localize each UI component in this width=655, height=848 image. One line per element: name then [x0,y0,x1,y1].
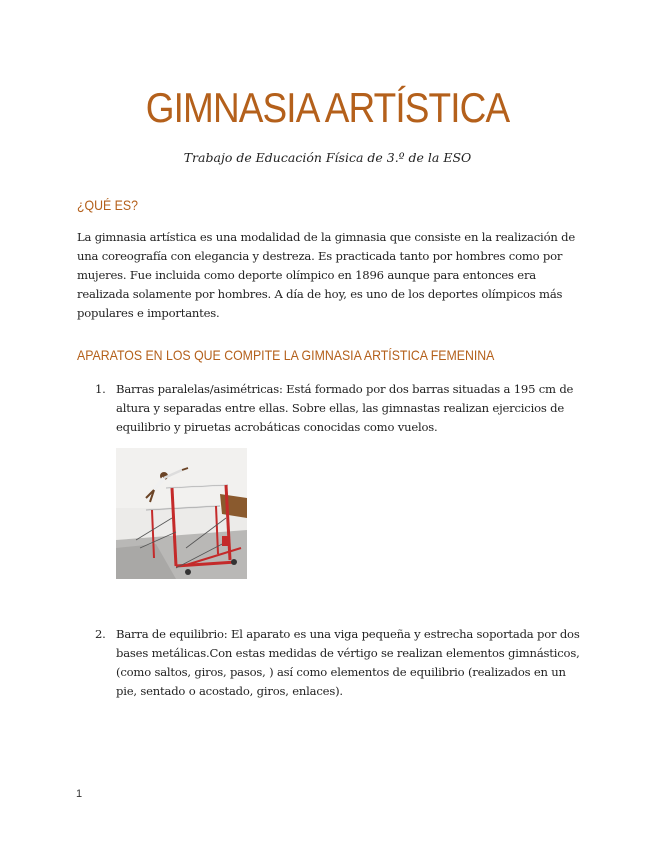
list-text: Barra de equilibrio: El aparato es una viga pequeña y estrecha soportada por dos bases metálicas.Con estas medidas de vértigo se realizan elementos gimnásticos, (como saltos, giros, pasos, ) así como elementos de equilibrio (realizados en un pie, sentado o acostado, giros, enlaces). [116,627,580,698]
page-title: GIMNASIA ARTÍSTICA [145,84,510,131]
heading-apparatus: APARATOS EN LOS QUE COMPITE LA GIMNASIA ARTÍSTICA FEMENINA [77,347,495,363]
uneven-bars-illustration [116,448,247,579]
page-number: 1 [76,788,83,800]
uneven-bars-photo [116,448,247,579]
page-subtitle: Trabajo de Educación Física de 3.º de la ESO [183,150,472,165]
paragraph-what-is: La gimnasia artística es una modalidad de la gimnasia que consiste en la realización de una coreografía con elegancia y destreza. Es practicada tanto por hombres como por mujeres. Fue incluida como deporte olímpico en 1896 aunque para entonces era realizada solamente por hombres. A día de hoy, es uno de los deportes olímpicos más populares e importantes. [77,230,575,320]
list-number: 2. [95,627,106,641]
list-text: Barras paralelas/asimétricas: Está formado por dos barras situadas a 195 cm de altura y separadas entre ellas. Sobre ellas, las gimnastas realizan ejercicios de equilibrio y piruetas acrobáticas conocidas como vuelos. [116,382,574,434]
heading-what-is: ¿QUÉ ES? [77,197,138,213]
list-number: 1. [95,382,106,396]
